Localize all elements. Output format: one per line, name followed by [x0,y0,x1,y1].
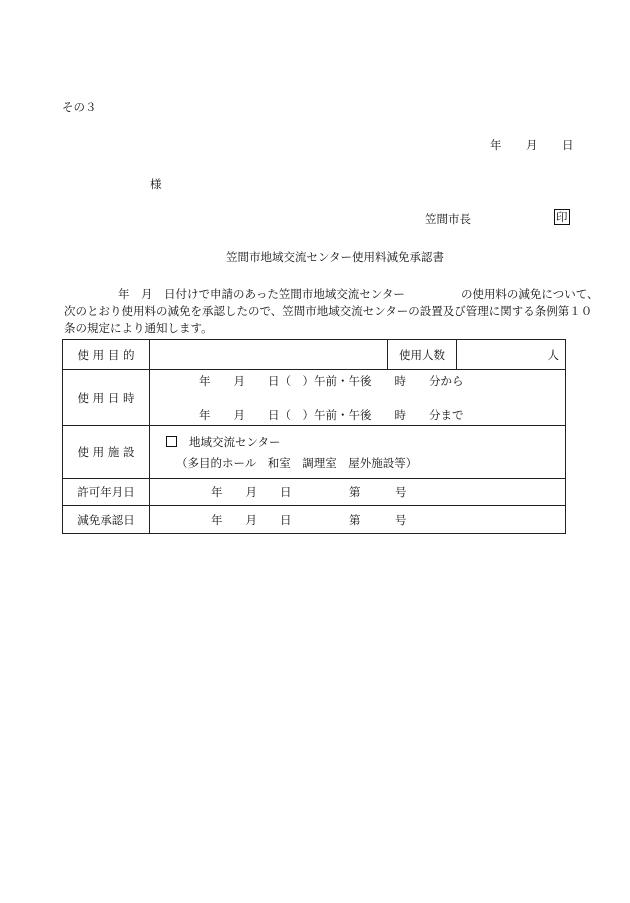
facility-value [150,426,566,479]
notice-line-1-part-a: 年 月 日付けで申請のあった笠間市地域交流センター [118,287,405,301]
purpose-value [150,340,388,370]
facility-label: 使 用 施 設 [63,426,150,479]
exemption-date-value: 年 月 日 第 号 [150,506,566,534]
datetime-label: 使 用 日 時 [63,370,150,426]
issuer-name: 笠間市長 [425,212,471,226]
permit-date-label: 許可年月日 [63,479,150,506]
exemption-date-label: 減免承認日 [63,506,150,534]
row-facility [63,426,566,479]
notice-line-1 [64,286,599,303]
document-label: その３ [62,100,97,114]
date-line: 年 月 日 [490,138,574,152]
datetime-to: 年 月 日（ ）午前・午後 時 分まで [199,407,464,422]
notice-line-2: 次のとおり使用料の減免を承認したので、笠間市地域交流センターの設置及び管理に関する条例第１０ [64,304,593,318]
notice-line-3: 条の規定により通知します。 [64,321,213,335]
row-datetime [63,370,566,426]
addressee-suffix: 様 [150,177,162,191]
users-label: 使用人数 [388,340,457,370]
facility-detail: （多目的ホール 和室 調理室 屋外施設等） [176,455,418,470]
seal-mark: 印 [556,210,568,224]
notice-body [64,286,599,337]
row-exemption-date [63,506,566,534]
notice-line-1-part-b: の使用料の減免について、 [460,287,599,301]
form-table [62,339,566,534]
datetime-from: 年 月 日（ ）午前・午後 時 分から [199,373,464,388]
permit-date-value: 年 月 日 第 号 [150,479,566,506]
users-value: 人 [457,340,566,370]
document-title: 笠間市地域交流センター使用料減免承認書 [226,250,445,264]
facility-checkbox[interactable] [166,436,177,447]
datetime-value [150,370,566,426]
purpose-label: 使 用 目 的 [63,340,150,370]
row-permit-date [63,479,566,506]
row-purpose [63,340,566,370]
facility-name: 地域交流センター [189,434,281,449]
